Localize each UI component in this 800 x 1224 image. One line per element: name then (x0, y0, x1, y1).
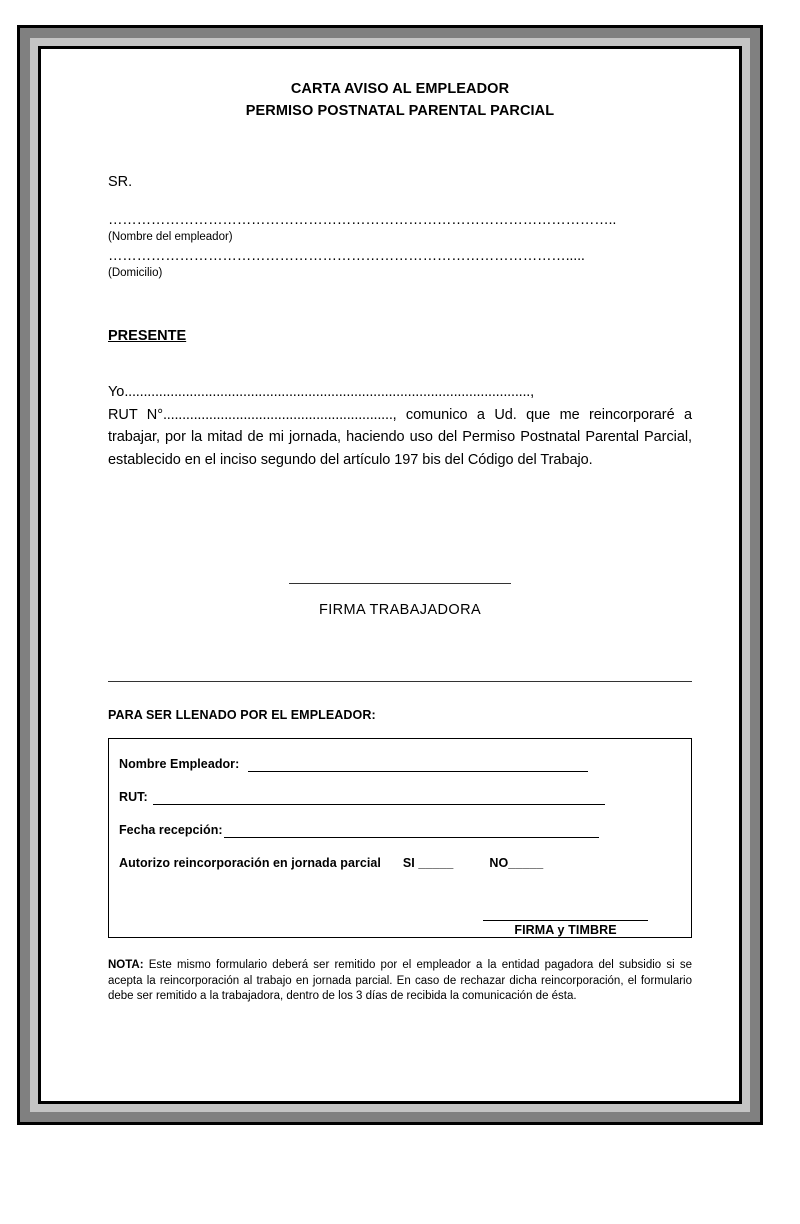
note-text: Este mismo formulario deberá ser remitido por el empleador a la entidad pagadora del subsidio si se acepta la reincorporación al trabajo en jornada parcial. En caso de rechazar dicha reincorporación, el formulario debe ser remitido a la trabajadora, dentro de los 3 días de recibida la comunicación de ésta. (108, 959, 692, 1002)
authorization-yes-label: SI (402, 856, 415, 870)
note-paragraph (108, 958, 692, 1005)
rut-prefix: RUT N° (108, 406, 163, 423)
presente-heading: PRESENTE (108, 328, 187, 344)
stamp-signature-line (483, 920, 648, 921)
reception-date-input[interactable] (224, 825, 599, 838)
document-content (108, 78, 692, 1005)
body-statement: comunico a Ud. que me reincorporaré a trabajar, por la mitad de mi jornada, haciendo uso del Permiso Postnatal Parental Parcial, establecido en el inciso segundo del artículo 197 bis del Código del Trabajo. (108, 406, 692, 468)
section-divider (108, 681, 692, 682)
authorization-no-label: NO (489, 856, 509, 870)
employer-section-heading: PARA SER LLENADO POR EL EMPLEADOR: (108, 708, 376, 722)
yo-prefix: Yo (108, 384, 125, 400)
note-prefix: NOTA: (108, 959, 144, 971)
employer-rut-field (119, 789, 691, 805)
employer-name-input[interactable] (248, 759, 588, 772)
authorization-no-blank[interactable]: _____ (508, 856, 544, 870)
title-line-1: CARTA AVISO AL EMPLEADOR (290, 81, 510, 97)
employer-name-caption: (Nombre del empleador) (108, 231, 233, 243)
worker-signature-line (289, 583, 511, 584)
authorization-field (119, 855, 691, 871)
employer-rut-label: RUT: (119, 790, 148, 804)
body-paragraph (108, 381, 692, 471)
employer-rut-input[interactable] (153, 792, 605, 805)
domicile-dotted-line: ……………………………………………………………………………………..... (108, 248, 585, 264)
employer-name-field (119, 756, 691, 772)
domicile-caption: (Domicilio) (108, 267, 163, 279)
stamp-signature-label: FIRMA y TIMBRE (514, 923, 617, 937)
authorization-label: Autorizo reincorporación en jornada parcial (119, 856, 381, 870)
salutation: SR. (108, 174, 133, 190)
page-title (108, 78, 692, 122)
stamp-signature-block (478, 920, 653, 937)
title-line-2: PERMISO POSTNATAL PARENTAL PARCIAL (245, 103, 555, 119)
reception-date-label: Fecha recepción: (119, 823, 223, 837)
employer-name-dotted-line: …………………………………………………………………………………………….. (108, 212, 617, 228)
rut-dotted-blank: ............................................................, (162, 406, 397, 423)
worker-signature-block (108, 583, 692, 618)
worker-signature-label: FIRMA TRABAJADORA (318, 602, 482, 618)
yo-dotted-blank: .........................................................................................................., (124, 384, 534, 400)
employer-name-label: Nombre Empleador: (119, 757, 240, 771)
employer-form-box (108, 738, 692, 938)
authorization-yes-blank[interactable]: _____ (418, 856, 454, 870)
reception-date-field (119, 822, 691, 838)
